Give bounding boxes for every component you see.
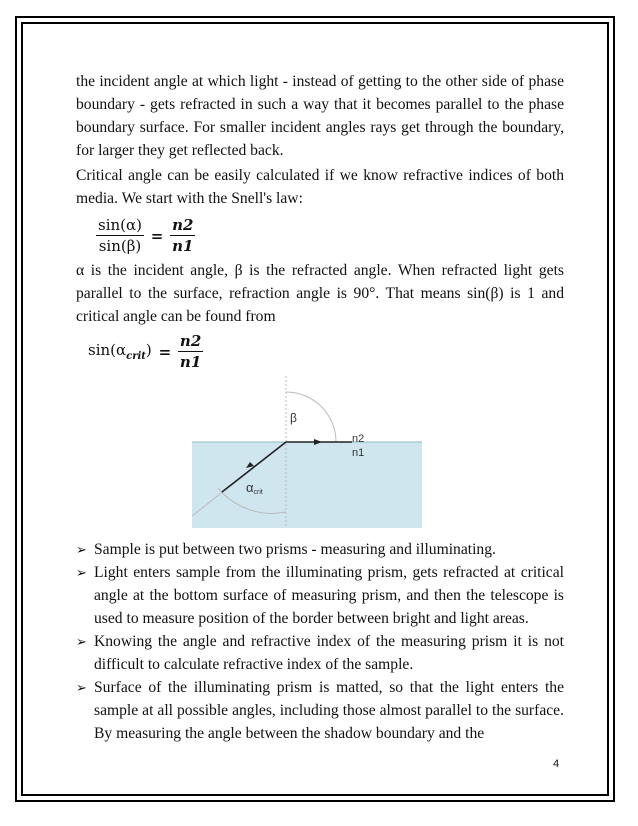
- list-item-text: Surface of the illuminating prism is matted, so that the light enters the sample at all possible angles, including those almost parallel to the surface. By measuring the angle between the shadow boundary and the: [94, 679, 564, 742]
- list-item: [76, 676, 564, 745]
- n1-label: n1: [352, 447, 365, 459]
- beta-label: β: [290, 411, 297, 425]
- formula1-lhs-fraction: [96, 216, 144, 255]
- formula2-lhs-main: sin(α: [88, 341, 127, 359]
- bullet-list: [76, 538, 564, 745]
- formula1-equals: =: [150, 226, 164, 245]
- list-item: [76, 538, 564, 561]
- arrow-bullet-icon: ➢: [76, 542, 87, 557]
- list-item: [76, 630, 564, 676]
- arrow-bullet-icon: ➢: [76, 634, 87, 649]
- dense-medium-region: [192, 442, 422, 528]
- paragraph-snell-intro: Critical angle can be easily calculated if we know refractive indices of both media. We start with the Snell's law:: [76, 167, 564, 207]
- list-item-text: Light enters sample from the illuminating prism, gets refracted at critical angle at the bottom surface of measuring prism, and then the telescope is used to measure position of the border between bright and light areas.: [94, 564, 564, 627]
- list-item-text: Knowing the angle and refractive index of the measuring prism it is not difficult to calculate refractive index of the sample.: [94, 633, 564, 673]
- paragraph-critical-angle-derivation: α is the incident angle, β is the refracted angle. When refracted light gets parallel to the surface, refraction angle is 90°. That means sin(β) is 1 and critical angle can be found from: [76, 262, 564, 325]
- formula1-lhs-numerator: sin(α): [98, 216, 142, 234]
- paragraph-critical-angle-definition: the incident angle at which light - instead of getting to the other side of phase boundary - gets refracted in such a way that it becomes parallel to the phase boundary surface. For smaller incident angles rays get through the boundary, for larger they get reflected back.: [76, 73, 564, 159]
- formula1-rhs-numerator: n2: [172, 216, 194, 234]
- formula1-rhs-fraction: [170, 216, 195, 255]
- alpha-symbol: α: [246, 480, 254, 495]
- formula2-lhs-subscript: crit: [126, 351, 146, 362]
- arrow-bullet-icon: ➢: [76, 680, 87, 695]
- n2-label: n2: [352, 433, 365, 445]
- list-item: [76, 561, 564, 630]
- formula2-rhs-numerator: n2: [179, 332, 202, 350]
- formula2-rhs-fraction: [178, 332, 203, 371]
- formula2-lhs-close: ): [145, 341, 152, 359]
- formula2-equals: =: [158, 342, 172, 361]
- formula1-rhs-denominator: n1: [172, 237, 194, 255]
- arrow-bullet-icon: ➢: [76, 565, 87, 580]
- list-item-text: Sample is put between two prisms - measuring and illuminating.: [94, 541, 496, 558]
- critical-angle-formula: [88, 332, 203, 371]
- critical-angle-diagram: [192, 376, 422, 528]
- snell-law-formula: [96, 216, 195, 255]
- formula2-rhs-denominator: n1: [179, 353, 202, 371]
- page-number: 4: [553, 758, 560, 770]
- formula1-lhs-denominator: sin(β): [98, 237, 142, 255]
- formula2-lhs: [88, 341, 152, 362]
- alpha-subscript: crit: [253, 489, 263, 496]
